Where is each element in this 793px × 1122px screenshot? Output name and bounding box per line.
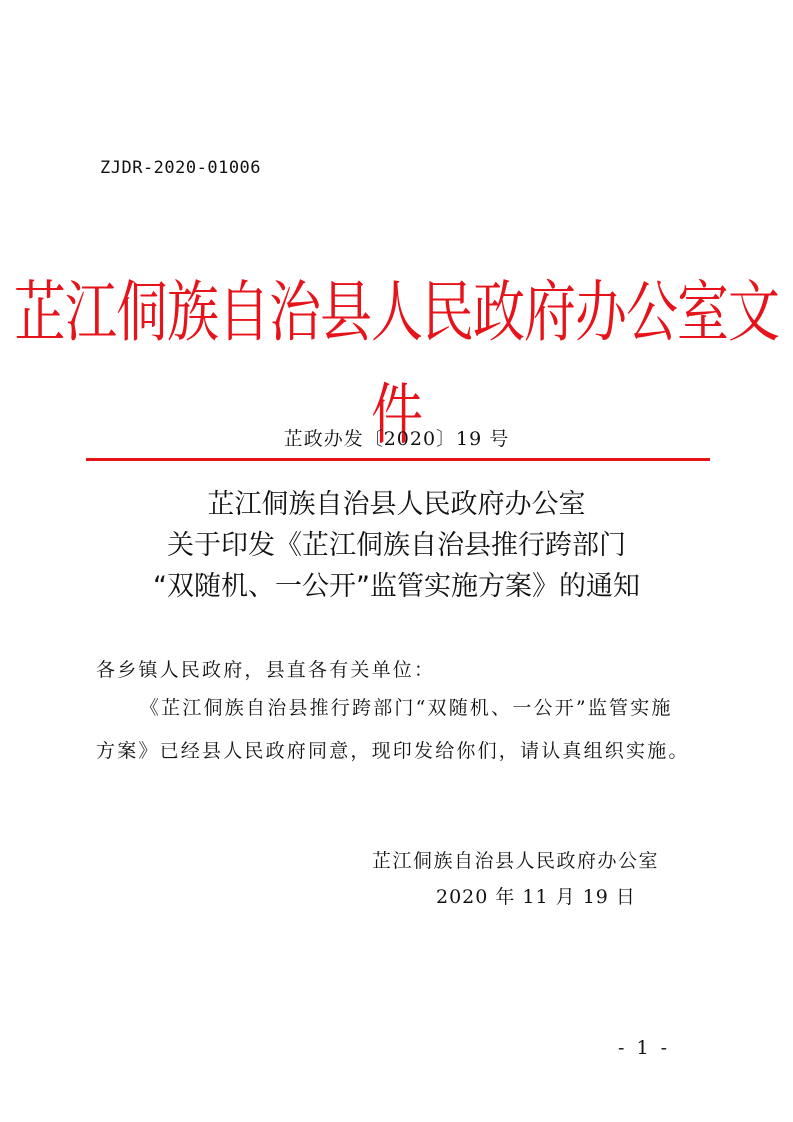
document-number: 芷政办发〔2020〕19 号 [283, 428, 510, 450]
issue-date: 2020 年 11 月 19 日 [436, 886, 636, 908]
body-paragraph-line-1: 《芷江侗族自治县推行跨部门“双随机、一公开”监管实施 [140, 697, 673, 719]
document-code: ZJDR-2020-01006 [100, 158, 262, 178]
notice-title-line-2: 关于印发《芷江侗族自治县推行跨部门 [167, 530, 626, 561]
issuing-office: 芷江侗族自治县人民政府办公室 [372, 850, 660, 872]
red-divider-line [86, 458, 710, 461]
notice-title-line-3: “双随机、一公开”监管实施方案》的通知 [153, 571, 640, 602]
salutation: 各乡镇人民政府，县直各有关单位： [96, 659, 436, 681]
notice-title [0, 484, 793, 607]
red-header-title: 芷江侗族自治县人民政府办公室文件 [13, 274, 779, 454]
page-number: - 1 - [618, 1037, 671, 1059]
notice-title-line-1: 芷江侗族自治县人民政府办公室 [207, 489, 586, 520]
body-paragraph-line-2: 方案》已经县人民政府同意，现印发给你们，请认真组织实施。 [96, 740, 690, 762]
